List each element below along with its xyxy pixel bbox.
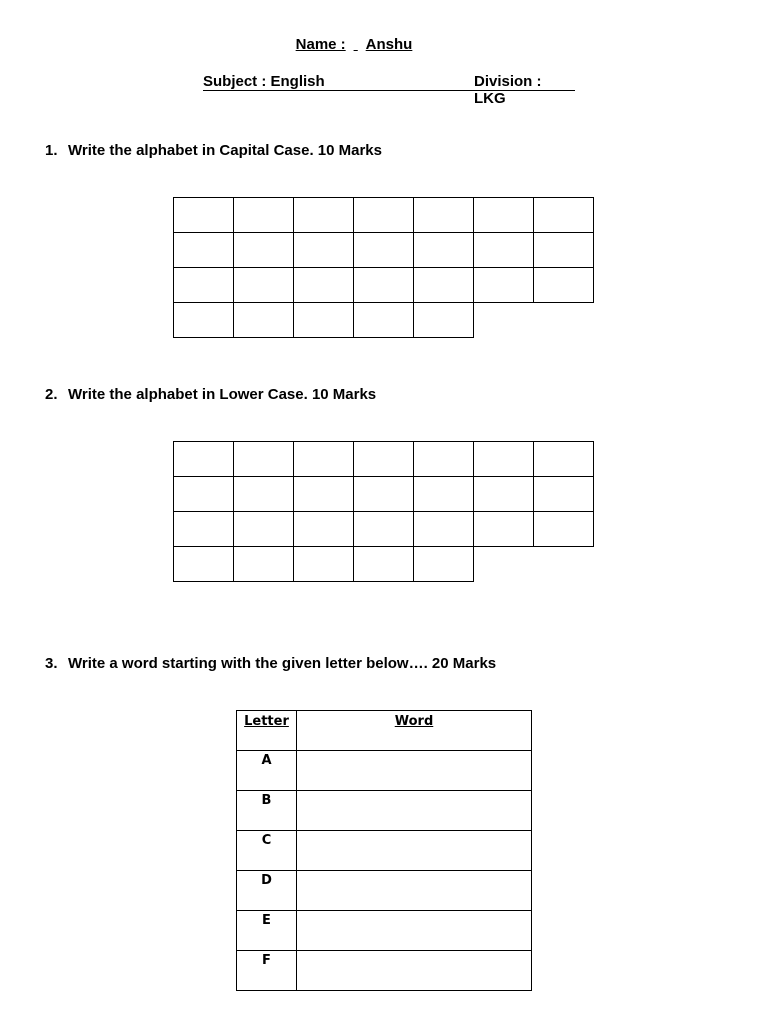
question-number: 2. [45,386,58,403]
grid-cell[interactable] [234,303,294,338]
name-value: Anshu [365,36,413,53]
question-number: 3. [45,655,58,672]
letter-cell: A [237,751,297,791]
table-header-row [237,711,532,751]
grid-cell[interactable] [234,442,294,477]
question-number: 1. [45,142,58,159]
question-text: Write the alphabet in Capital Case. 10 Marks [68,142,382,159]
name-label: Name : [295,36,346,53]
grid-cell[interactable] [474,233,534,268]
grid-cell[interactable] [474,512,534,547]
letter-cell: B [237,791,297,831]
grid-cell[interactable] [534,477,594,512]
word-answer-cell[interactable] [297,871,532,911]
student-name-line [0,36,708,53]
grid-cell[interactable] [294,233,354,268]
grid-cell[interactable] [414,442,474,477]
grid-cell[interactable] [354,512,414,547]
table-row [237,871,532,911]
table-row [237,831,532,871]
grid-cell[interactable] [474,442,534,477]
grid-cell[interactable] [474,268,534,303]
table-row [237,751,532,791]
grid-cell[interactable] [234,198,294,233]
capital-letters-grid [173,197,594,338]
grid-cell[interactable] [294,477,354,512]
grid-cell[interactable] [174,512,234,547]
word-answer-cell[interactable] [297,791,532,831]
grid-cell[interactable] [234,268,294,303]
grid-cell[interactable] [354,198,414,233]
letter-column-header: Letter [237,711,297,751]
letter-cell: C [237,831,297,871]
grid-cell[interactable] [294,198,354,233]
grid-cell[interactable] [534,268,594,303]
question-text: Write a word starting with the given letter below…. 20 Marks [68,655,497,672]
grid-cell[interactable] [174,233,234,268]
grid-cell[interactable] [534,442,594,477]
question-2 [45,386,376,403]
grid-cell[interactable] [414,198,474,233]
grid-cell[interactable] [354,303,414,338]
letter-cell: D [237,871,297,911]
division-label: Division : LKG [474,73,542,107]
word-answer-cell[interactable] [297,831,532,871]
letter-word-table [236,710,532,991]
grid-cell[interactable] [534,198,594,233]
word-column-header: Word [297,711,532,751]
grid-spacer [534,303,594,338]
letter-cell: E [237,911,297,951]
grid-cell[interactable] [294,442,354,477]
grid-cell[interactable] [474,477,534,512]
question-text: Write the alphabet in Lower Case. 10 Marks [68,386,377,403]
grid-spacer [474,547,534,582]
grid-cell[interactable] [414,477,474,512]
grid-cell[interactable] [414,268,474,303]
lower-case-grid [173,441,594,582]
grid-cell[interactable] [234,233,294,268]
grid-cell[interactable] [174,268,234,303]
grid-cell[interactable] [174,198,234,233]
word-answer-cell[interactable] [297,911,532,951]
letter-cell: F [237,951,297,991]
grid-cell[interactable] [414,233,474,268]
grid-cell[interactable] [474,198,534,233]
grid-cell[interactable] [174,442,234,477]
grid-cell[interactable] [354,442,414,477]
grid-cell[interactable] [174,547,234,582]
grid-cell[interactable] [354,477,414,512]
grid-cell[interactable] [534,233,594,268]
question-1 [45,142,382,159]
subject-label: Subject : English [203,73,325,90]
table-row [237,951,532,991]
subject-division-line [203,73,575,107]
table-row [237,791,532,831]
grid-cell[interactable] [234,477,294,512]
grid-cell[interactable] [294,268,354,303]
word-answer-cell[interactable] [297,951,532,991]
grid-cell[interactable] [414,512,474,547]
grid-cell[interactable] [354,268,414,303]
grid-cell[interactable] [414,303,474,338]
grid-cell[interactable] [414,547,474,582]
grid-cell[interactable] [174,477,234,512]
grid-cell[interactable] [354,547,414,582]
grid-cell[interactable] [234,547,294,582]
table-row [237,911,532,951]
grid-cell[interactable] [294,547,354,582]
grid-spacer [474,303,534,338]
grid-cell[interactable] [174,303,234,338]
grid-cell[interactable] [534,512,594,547]
grid-spacer [534,547,594,582]
grid-cell[interactable] [234,512,294,547]
grid-cell[interactable] [294,303,354,338]
grid-cell[interactable] [354,233,414,268]
name-spacer [346,36,366,53]
question-3 [45,655,496,672]
grid-cell[interactable] [294,512,354,547]
word-answer-cell[interactable] [297,751,532,791]
